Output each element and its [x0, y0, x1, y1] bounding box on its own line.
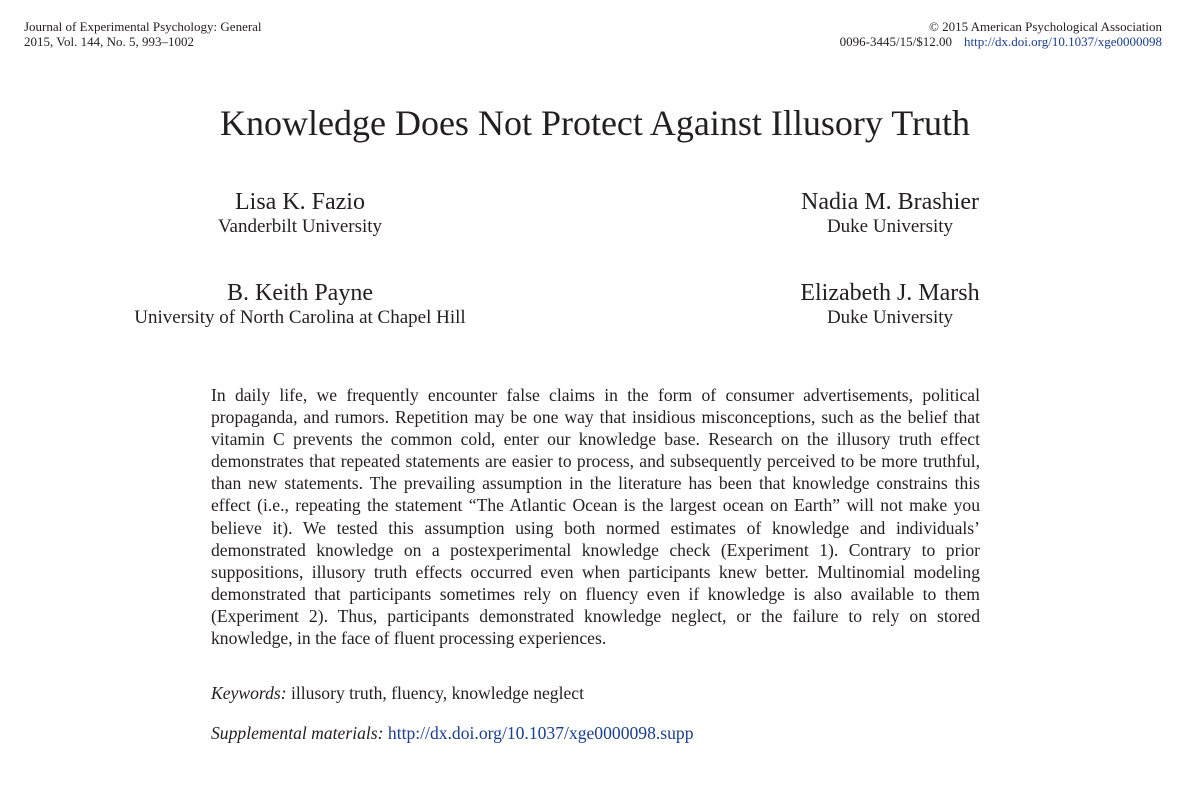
supplemental-link[interactable]: http://dx.doi.org/10.1037/xge0000098.supp: [387, 723, 694, 743]
author-affiliation: University of North Carolina at Chapel Hill: [134, 307, 466, 328]
author-block: [100, 279, 500, 329]
author-name: Lisa K. Fazio: [235, 189, 365, 215]
price-code: 0096-3445/15/$12.00: [839, 34, 952, 49]
author-name: Elizabeth J. Marsh: [800, 280, 980, 306]
supplemental-line: [211, 722, 694, 744]
abstract-text: In daily life, we frequently encounter false claims in the form of consumer advertisements, political propaganda, and rumors. Repetition may be one way that insidious misconceptions, such as the belief that vitamin C prevents the common cold, enter our knowledge base. Research on the illusory truth effect demonstrates that repeated statements are easier to process, and subsequently perceived to be more truthful, than new statements. The prevailing assumption in the literature has been that knowledge constrains this effect (i.e., repeating the statement “The Atlantic Ocean is the largest ocean on Earth” will not make you believe it). We tested this assumption using both normed estimates of knowledge and individuals’ demonstrated knowledge on a postexperimental knowledge check (Experiment 1). Contrary to prior suppositions, illusory truth effects occurred even when participants knew better. Multinomial modeling demonstrated that participants sometimes rely on fluency even if knowledge is also available to them (Experiment 2). Thus, participants demonstrated knowledge neglect, or the failure to rely on stored knowledge, in the face of fluent processing experiences.: [211, 385, 980, 649]
price-doi-line: [840, 34, 1162, 49]
author-block: [725, 188, 1055, 238]
volume-info: 2015, Vol. 144, No. 5, 993–1002: [24, 34, 194, 49]
author-name: B. Keith Payne: [227, 280, 373, 306]
copyright-notice: © 2015 American Psychological Association: [928, 19, 1162, 34]
keywords-label: Keywords:: [211, 683, 287, 703]
author-affiliation: Duke University: [826, 307, 954, 328]
doi-link[interactable]: http://dx.doi.org/10.1037/xge0000098: [963, 34, 1162, 49]
keywords-value: illusory truth, fluency, knowledge neglect: [291, 683, 584, 703]
copyright-header: [840, 19, 1162, 49]
author-affiliation: Duke University: [826, 216, 954, 237]
author-affiliation: Vanderbilt University: [217, 216, 383, 237]
keywords-line: [211, 682, 584, 704]
journal-name: Journal of Experimental Psychology: General: [24, 19, 262, 34]
author-name: Nadia M. Brashier: [801, 189, 979, 215]
author-block: [150, 188, 450, 238]
author-block: [725, 279, 1055, 329]
paper-title: Knowledge Does Not Protect Against Illusory Truth: [220, 103, 970, 143]
supplemental-label: Supplemental materials:: [211, 723, 384, 743]
journal-header: [24, 19, 262, 49]
